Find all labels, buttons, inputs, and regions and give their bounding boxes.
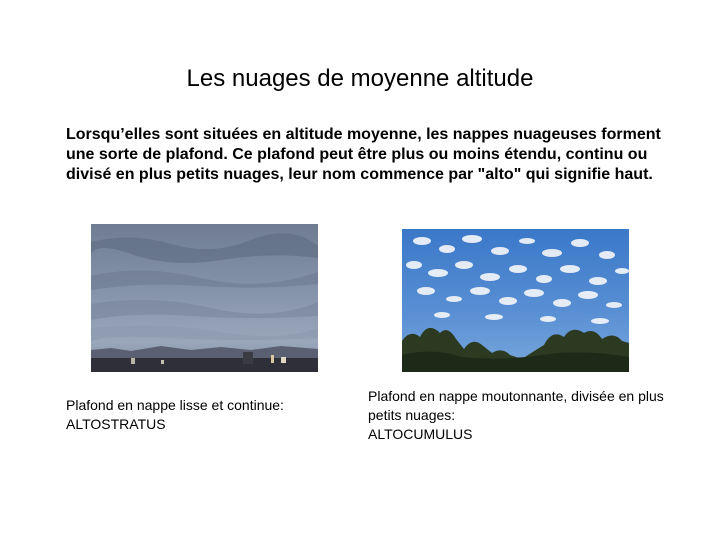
altostratus-caption xyxy=(66,396,346,434)
altocumulus-caption xyxy=(368,387,678,444)
altocumulus-photo xyxy=(402,229,629,372)
altostratus-description: Plafond en nappe lisse et continue: xyxy=(66,397,284,413)
intro-paragraph: Lorsqu’elles sont situées en altitude moyenne, les nappes nuageuses forment une sorte de plafond. Ce plafond peut être plus ou moins étendu, continu ou divisé en plus petits nuages, leur nom commence par "alto" qui signifie haut. xyxy=(66,126,661,183)
altocumulus-description: Plafond en nappe moutonnante, divisée en plus petits nuages: xyxy=(368,388,664,423)
altocumulus-name: ALTOCUMULUS xyxy=(368,426,473,442)
slide-title: Les nuages de moyenne altitude xyxy=(186,65,534,92)
altostratus-name: ALTOSTRATUS xyxy=(66,416,166,432)
altostratus-photo xyxy=(91,224,318,372)
